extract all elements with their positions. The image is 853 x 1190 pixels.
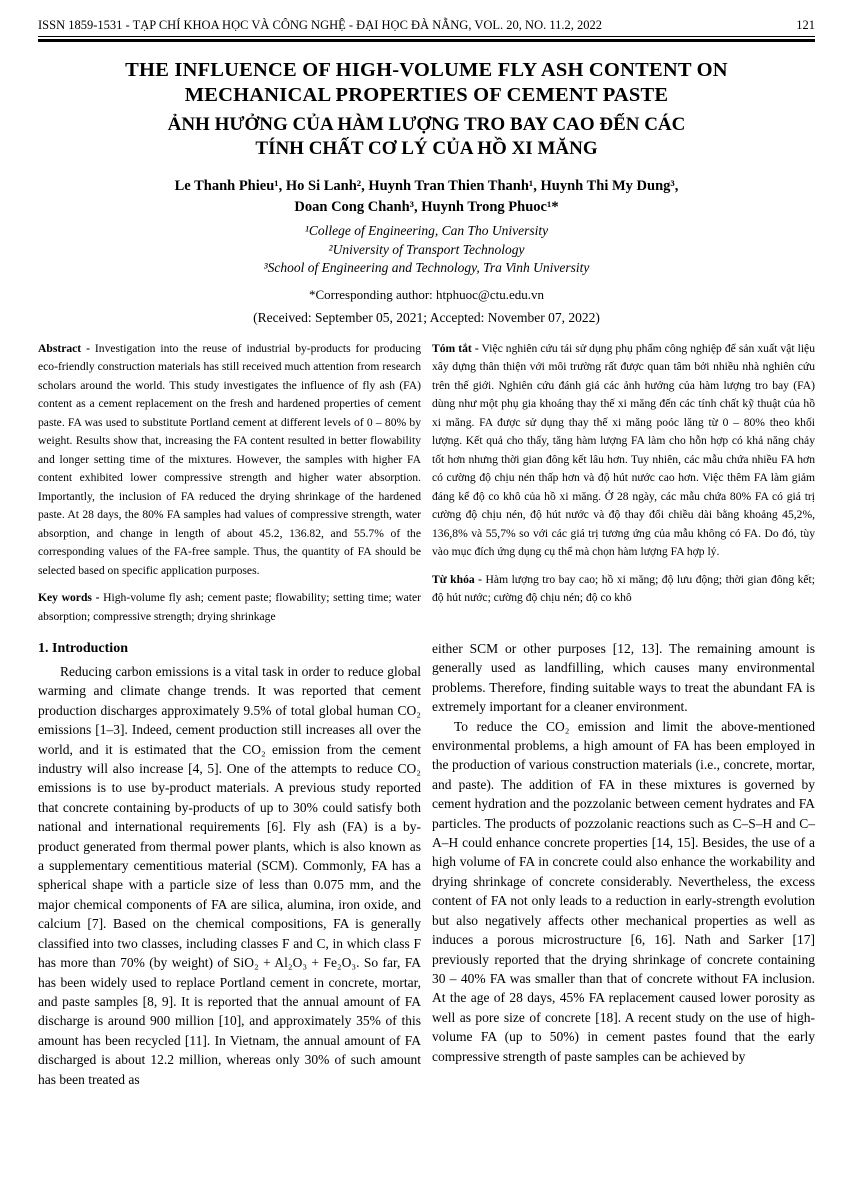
keywords-english-text: High-volume fly ash; cement paste; flowability; setting time; water absorption; compressive strength; drying shrinkage	[38, 591, 422, 623]
paper-title-english	[38, 58, 815, 108]
affiliations-block	[38, 222, 815, 278]
keywords-vietnamese	[432, 571, 815, 608]
abstract-english	[38, 340, 421, 581]
page-number: 121	[796, 18, 815, 32]
introduction-section	[38, 639, 815, 1089]
introduction-paragraph-left: Reducing carbon emissions is a vital task in order to reduce global warming and climate change trends. It was reported that cement production discharges approximately 9.5% of total global human CO₂ emissions [1–3]. Indeed, cement production still increases all over the world, and it is estimated that the CO₂ emission from the cement industry will also increase [4, 5]. One of the attempts to reduce CO₂ emissions is to use by-product materials. A previous study reported that concrete containing by-products of up to 30% could satisfy both national and international requirements [6]. Fly ash (FA) is a by-product generated from thermal power plants, which is also known as a supplementary cementitious material (SCM). Commonly, FA has a spherical shape with a particle size of less than 0.075 mm, and the major chemical components of FA are silica, alumina, iron oxide, and calcium [7]. Based on the chemical compositions, FA is generally classified into two classes, including classes F and C, in which class F has more than 70% (by weight) of SiO₂ + Al₂O₃ + Fe₂O₃. So far, FA has been widely used to replace Portland cement in concrete, mortar, and paste samples [8, 9]. It is reported that the annual amount of FA discharge is around 900 million [10], and approximately 35% of this amount has been recycled [11]. In Vietnam, the annual amount of FA discharged is about 12.2 million, whereas only 30% of such amount has been treated as	[38, 664, 421, 1087]
abstract-vietnamese	[432, 340, 815, 562]
affiliation-2: ²University of Transport Technology	[328, 241, 525, 257]
paper-title-english-line2: MECHANICAL PROPERTIES OF CEMENT PASTE	[184, 84, 669, 106]
journal-issn-line: ISSN 1859-1531 - TẠP CHÍ KHOA HỌC VÀ CÔNG NGHỆ - ĐẠI HỌC ĐÀ NẴNG, VOL. 20, NO. 11.2, 2022	[38, 18, 603, 32]
body-right-column	[432, 639, 815, 1089]
abstract-english-text: Investigation into the reuse of industrial by-products for producing eco-friendly construction materials has still received much attention from research scholars around the world. This study investigates the influence of fly ash (FA) content as a cement replacement on the fresh and hardened properties of cement paste. FA was used to substitute Portland cement at different levels of 0 – 80% by weight. Results show that, increasing the FA content resulted in better flowability and longer setting time of the mixtures. However, the samples with higher FA content exhibited lower compressive strength and higher water absorption. Importantly, the inclusion of FA reduced the drying shrinkage of the hardened paste. At 28 days, the 80% FA samples had values of compressive strength, water absorption, and change in length of about 45.2, 136.82, and 55.7% of the corresponding values of the FA-free sample. Thus, the quantity of FA should be selected based on specific application purposes.	[38, 341, 421, 577]
corresponding-author-line: *Corresponding author: htphuoc@ctu.edu.vn	[308, 286, 545, 302]
authors-line2: Doan Cong Chanh³, Huynh Trong Phuoc¹*	[294, 199, 559, 215]
paper-title-english-line1: THE INFLUENCE OF HIGH-VOLUME FLY ASH CONTENT ON	[125, 59, 728, 81]
abstract-vietnamese-column	[432, 340, 815, 627]
header-rule	[38, 39, 815, 42]
keywords-vietnamese-label: Từ khóa -	[432, 572, 483, 586]
running-head	[38, 18, 815, 37]
introduction-paragraph-right-continuation: either SCM or other purposes [12, 13]. The remaining amount is generally used as landfilling, which causes many environmental problems. Therefore, finding suitable ways to treat the abundant FA is extremely important for a cleaner environment.	[432, 641, 815, 715]
section-heading-introduction: 1. Introduction	[38, 641, 128, 656]
authors-block	[38, 176, 815, 218]
affiliation-3: ³School of Engineering and Technology, Tra Vinh University	[263, 260, 590, 275]
abstract-vietnamese-text: Việc nghiên cứu tái sử dụng phụ phẩm công nghiệp để sản xuất vật liệu xây dựng thân thiện với môi trường rất được quan tâm bởi nhiều nhà nghiên cứu trên thế giới. Nghiên cứu đánh giá các ảnh hưởng của hàm lượng tro bay (FA) dùng như một phụ gia khoáng thay thế xi măng đến các tính chất kỹ thuật của hồ xi măng. FA được sử dụng thay thế xi măng poóc lăng từ 0 – 80% theo khối lượng. Kết quả cho thấy, tăng hàm lượng FA làm cho hỗn hợp có khả năng chảy tốt hơn nhưng thời gian đông kết lâu hơn. Tuy nhiên, các mẫu chứa nhiều FA hơn có cường độ chịu nén thấp hơn và độ hút nước cao hơn. Việc thêm FA làm giảm đáng kể độ co khô của hồ xi măng. Ở 28 ngày, các mẫu chứa 80% FA có giá trị cường độ chịu nén, độ hút nước và độ thay đổi chiều dài bằng khoảng 45,2%, 136,8% và 55,7% so với các giá trị tương ứng của mẫu không có FA. Do đó, tùy vào mục đích ứng dụng cụ thể mà chọn hàm lượng FA hợp lý.	[432, 341, 815, 558]
keywords-english-label: Key words -	[38, 591, 100, 604]
abstract-vietnamese-label: Tóm tắt -	[432, 341, 479, 355]
abstract-english-label: Abstract -	[38, 341, 90, 355]
authors-line1: Le Thanh Phieu¹, Ho Si Lanh², Huynh Tran Thien Thanh¹, Huynh Thi My Dung³,	[174, 178, 679, 194]
paper-title-vietnamese	[38, 113, 815, 161]
received-accepted-line: (Received: September 05, 2021; Accepted: November 07, 2022)	[253, 309, 600, 325]
abstract-section	[38, 340, 815, 627]
abstract-english-column	[38, 340, 421, 627]
introduction-paragraph-right-2: To reduce the CO₂ emission and limit the above-mentioned environmental problems, a high amount of FA has been employed in the production of various construction materials (i.e., concrete, mortar, and paste). The addition of FA in these mixtures is governed by cement hydration and the pozzolanic between cement hydrates and FA particles. The products of pozzolanic reactions such as C–S–H and C–A–H could enhance concrete properties [14, 15]. Besides, the use of a high volume of FA in concrete could also enhance the workability and drying shrinkage of concrete considerably. Nevertheless, the excess content of FA not only leads to a reduction in early-strength evolution but also negatively affects other mechanical properties as well as induces a porous microstructure [6, 16]. Nath and Sarker [17] previously reported that the drying shrinkage of concrete containing 30 – 40% FA was smaller than that of concrete without FA inclusion. At the age of 28 days, 45% FA replacement caused lower porosity as well as pore size of concrete [18]. A recent study on the use of high-volume FA (up to 50%) in cement pastes found that the early compressive strength of paste samples can be achieved by	[432, 718, 815, 1064]
paper-title-vietnamese-line2: TÍNH CHẤT CƠ LÝ CỦA HỒ XI MĂNG	[255, 138, 598, 159]
body-left-column	[38, 639, 421, 1089]
keywords-english	[38, 589, 421, 626]
paper-title-vietnamese-line1: ẢNH HƯỞNG CỦA HÀM LƯỢNG TRO BAY CAO ĐẾN CÁC	[167, 114, 686, 135]
keywords-vietnamese-text: Hàm lượng tro bay cao; hồ xi măng; độ lưu động; thời gian đông kết; độ hút nước; cường độ chịu nén; độ co khô	[432, 572, 815, 604]
affiliation-1: ¹College of Engineering, Can Tho University	[304, 223, 549, 238]
